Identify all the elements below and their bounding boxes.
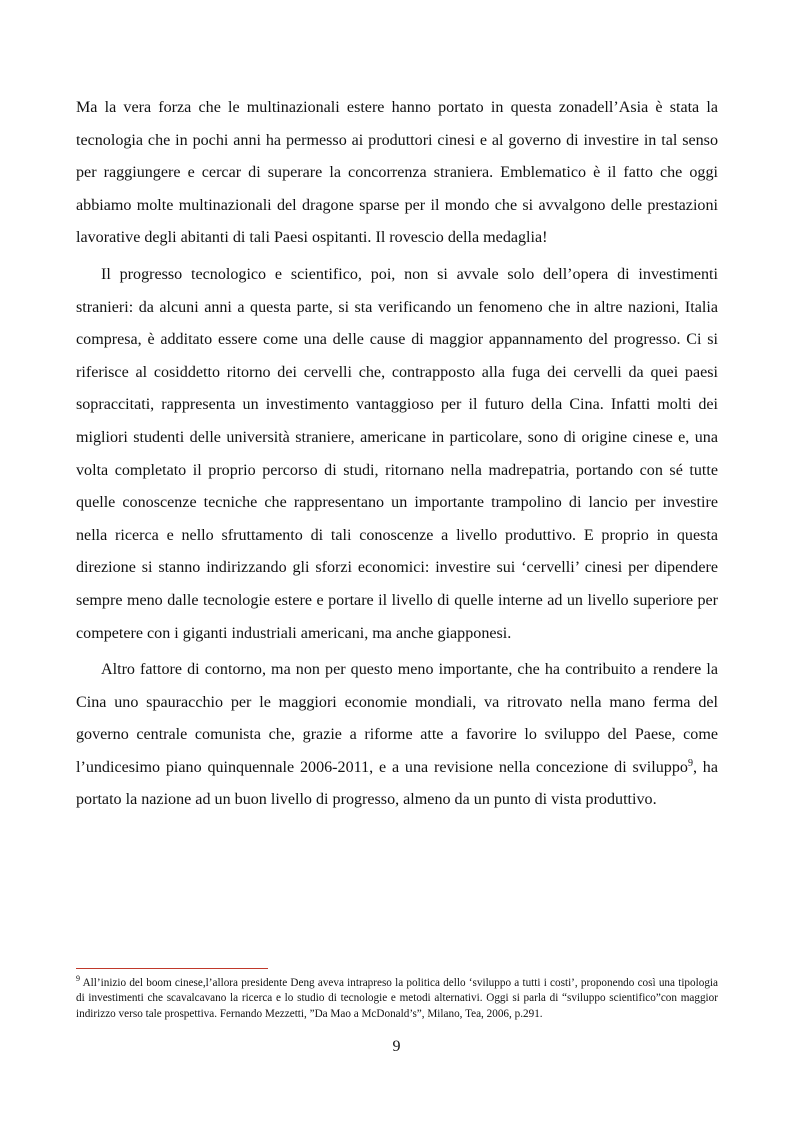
paragraph-3-text-a: Altro fattore di contorno, ma non per questo meno importante, che ha contribuito a rendere la Cina uno spauracchio per le maggiori economie mondiali, va ritrovato nella mano ferma del governo centrale comunista che, grazie a riforme atte a favorire lo sviluppo del Paese, come l’undicesimo piano quinquennale 2006-2011, e a una revisione nella concezione di sviluppo bbox=[76, 661, 718, 776]
paragraph-2: Il progresso tecnologico e scientifico, poi, non si avvale solo dell’opera di investimenti stranieri: da alcuni anni a questa parte, si sta verificando un fenomeno che in altre nazioni, Italia compresa, è additato essere come una delle cause di maggior appannamento del progresso. Ci si riferisce al cosiddetto ritorno dei cervelli che, contrapposto alla fuga dei cervelli da quei paesi sopraccitati, rappresenta un investimento vantaggioso per il futuro della Cina. Infatti molti dei migliori studenti delle università straniere, americane in particolare, sono di origine cinese e, una volta completato il proprio percorso di studi, ritornano nella madrepatria, portando con sé tutte quelle conoscenze tecniche che rappresentano un importante trampolino di lancio per investire nella ricerca e nello sfruttamento di tali conoscenze a livello produttivo. E proprio in questa direzione si stanno indirizzando gli sforzi economici: investire sui ‘cervelli’ cinesi per dipendere sempre meno dalle tecnologie estere e portare il livello di quelle interne ad un livello superiore per competere con i giganti industriali americani, ma anche giapponesi. bbox=[76, 265, 718, 642]
paragraph-1: Ma la vera forza che le multinazionali estere hanno portato in questa zonadell’Asia è stata la tecnologia che in pochi anni ha permesso ai produttori cinesi e al governo di investire in tal senso per raggiungere e cercar di superare la concorrenza straniera. Emblematico è il fatto che oggi abbiamo molte multinazionali del dragone sparse per il mondo che si avvalgono delle prestazioni lavorative degli abitanti di tali Paesi ospitanti. Il rovescio della medaglia! bbox=[76, 99, 718, 247]
footnote-number: 9 bbox=[76, 974, 80, 983]
page-number: 9 bbox=[392, 1038, 401, 1055]
footnote-reference[interactable]: 9 bbox=[687, 757, 693, 769]
paragraph-3 bbox=[76, 654, 718, 817]
body-text bbox=[76, 92, 718, 817]
paragraph-3-text-b: , ha portato la nazione ad un buon livello di progresso, almeno da un punto di vista produttivo. bbox=[76, 758, 718, 809]
footnote bbox=[76, 976, 718, 1022]
footnote-separator bbox=[76, 968, 268, 969]
footnote-text: All’inizio del boom cinese,l’allora presidente Deng aveva intrapreso la politica dello ‘sviluppo a tutti i costi’, proponendo così una tipologia di investimenti che scavalcavano la ricerca e lo studio di tecnologie e metodi alternativi. Oggi si parla di “sviluppo scientifico”con maggior indirizzo verso tale prospettiva. Fernando Mezzetti, ”Da Mao a McDonald’s”, Milano, Tea, 2006, p.291. bbox=[76, 977, 718, 1020]
